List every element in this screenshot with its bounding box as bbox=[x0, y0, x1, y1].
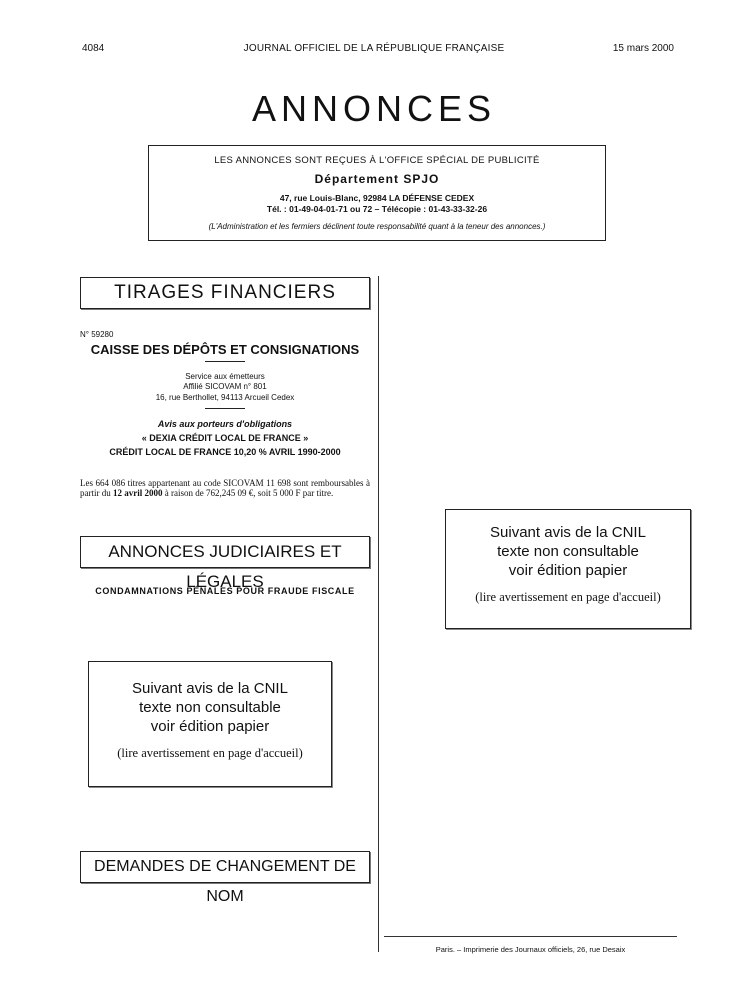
cnil-line: texte non consultable bbox=[497, 543, 639, 560]
notice-subtitle-2: CRÉDIT LOCAL DE FRANCE 10,20 % AVRIL 1990-2000 bbox=[109, 447, 341, 457]
section-heading-judiciaires: ANNONCES JUDICIAIRES ET LÉGALES bbox=[80, 536, 370, 568]
cnil-notice-box bbox=[88, 661, 332, 787]
notice-body bbox=[80, 478, 370, 498]
printer-line: Paris. – Imprimerie des Journaux officiels, 26, rue Desaix bbox=[435, 945, 626, 954]
notice-body-text: Les 664 086 titres appartenant au code SICOVAM 11 698 sont remboursables à partir du bbox=[80, 478, 370, 498]
notice-subtitle: « DEXIA CRÉDIT LOCAL DE FRANCE » bbox=[141, 433, 309, 443]
section-heading-changement: DEMANDES DE CHANGEMENT DE NOM bbox=[80, 851, 370, 883]
section-heading-tirages: TIRAGES FINANCIERS bbox=[80, 277, 370, 309]
service-line: Affilié SICOVAM n° 801 bbox=[183, 382, 267, 391]
notice-body-date: 12 avril 2000 bbox=[113, 488, 163, 498]
cnil-note: (lire avertissement en page d'accueil) bbox=[475, 590, 661, 604]
cnil-line: voir édition papier bbox=[508, 562, 628, 579]
page-number: 4084 bbox=[82, 43, 105, 54]
publicity-department: Département SPJO bbox=[314, 172, 440, 186]
cnil-line: Suivant avis de la CNIL bbox=[490, 524, 646, 541]
main-title: ANNONCES bbox=[251, 88, 497, 129]
cnil-line: Suivant avis de la CNIL bbox=[132, 680, 288, 697]
publicity-phone: Tél. : 01-49-04-01-71 ou 72 – Télécopie : 01-43-33-32-26 bbox=[266, 204, 488, 214]
subsection-title: CONDAMNATIONS PÉNALES POUR FRAUDE FISCALE bbox=[95, 586, 355, 596]
footer-rule bbox=[384, 936, 677, 937]
cnil-line: voir édition papier bbox=[150, 718, 270, 735]
service-line: Service aux émetteurs bbox=[185, 372, 265, 381]
service-line: 16, rue Berthollet, 94113 Arcueil Cedex bbox=[155, 393, 295, 402]
column-divider bbox=[378, 276, 379, 952]
publicity-disclaimer: (L'Administration et les fermiers déclinent toute responsabilité quant à la teneur des annonces.) bbox=[208, 222, 546, 231]
separator-rule bbox=[205, 408, 245, 409]
cnil-note: (lire avertissement en page d'accueil) bbox=[117, 746, 303, 760]
notice-number: N° 59280 bbox=[80, 330, 114, 339]
journal-title: JOURNAL OFFICIEL DE LA RÉPUBLIQUE FRANÇAISE bbox=[243, 43, 505, 54]
notice-body-text: à raison de 762,245 09 €, soit 5 000 F par titre. bbox=[162, 488, 334, 498]
publicity-line: LES ANNONCES SONT REÇUES À L'OFFICE SPÉCIAL DE PUBLICITÉ bbox=[214, 155, 540, 166]
publicity-address: 47, rue Louis-Blanc, 92984 LA DÉFENSE CEDEX bbox=[279, 193, 475, 203]
institution-name: CAISSE DES DÉPÔTS ET CONSIGNATIONS bbox=[90, 342, 360, 357]
cnil-line: texte non consultable bbox=[139, 699, 281, 716]
notice-title: Avis aux porteurs d'obligations bbox=[157, 419, 293, 429]
publicity-box bbox=[148, 145, 606, 241]
separator-rule bbox=[205, 361, 245, 362]
cnil-notice-box bbox=[445, 509, 691, 629]
header-date: 15 mars 2000 bbox=[612, 43, 674, 54]
